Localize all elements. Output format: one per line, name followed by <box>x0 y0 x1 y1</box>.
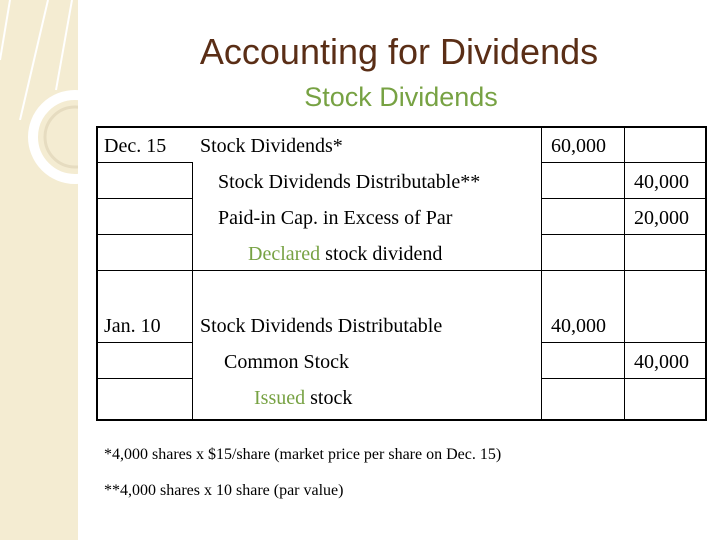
grid-line <box>98 270 707 271</box>
footnote-1: *4,000 shares x $15/share (market price per share on Dec. 15) <box>104 446 502 463</box>
slide-title: Accounting for Dividends <box>199 31 599 72</box>
entry2-credit-amount: 40,000 <box>634 351 689 373</box>
grid-line <box>98 198 192 199</box>
decorative-side-band <box>0 0 78 540</box>
entry1-credit2-account: Paid-in Cap. in Excess of Par <box>218 207 453 229</box>
grid-line <box>624 128 625 419</box>
journal-entry-table <box>96 126 707 421</box>
entry2-memo-text: stock <box>305 387 353 409</box>
grid-line <box>98 234 192 235</box>
entry1-memo-text: stock dividend <box>320 243 443 265</box>
grid-line <box>98 378 192 379</box>
entry2-debit-account: Stock Dividends Distributable <box>200 315 443 337</box>
entry1-debit-account: Stock Dividends* <box>200 135 343 157</box>
slide-subtitle: Stock Dividends <box>304 82 498 112</box>
grid-line <box>192 162 193 419</box>
grid-line <box>541 342 707 343</box>
entry2-memo <box>254 386 352 410</box>
entry1-credit2-amount: 20,000 <box>634 207 689 229</box>
entry2-memo-highlight: Issued <box>254 387 306 409</box>
grid-line <box>541 378 707 379</box>
entry1-memo-highlight: Declared <box>248 243 321 265</box>
entry1-date: Dec. 15 <box>104 135 167 157</box>
grid-line <box>541 162 707 163</box>
entry1-credit1-account: Stock Dividends Distributable** <box>218 171 481 193</box>
entry2-credit-account: Common Stock <box>224 351 350 373</box>
entry2-date: Jan. 10 <box>104 315 161 337</box>
entry1-credit1-amount: 40,000 <box>634 171 689 193</box>
entry1-memo <box>248 242 442 266</box>
grid-line <box>98 342 192 343</box>
footnote-2: **4,000 shares x 10 share (par value) <box>104 482 344 499</box>
entry1-debit-amount: 60,000 <box>551 135 606 157</box>
grid-line <box>541 128 542 419</box>
grid-line <box>541 198 707 199</box>
grid-line <box>541 234 707 235</box>
grid-line <box>98 162 192 163</box>
entry2-debit-amount: 40,000 <box>551 315 606 337</box>
decorative-circle <box>20 82 78 192</box>
